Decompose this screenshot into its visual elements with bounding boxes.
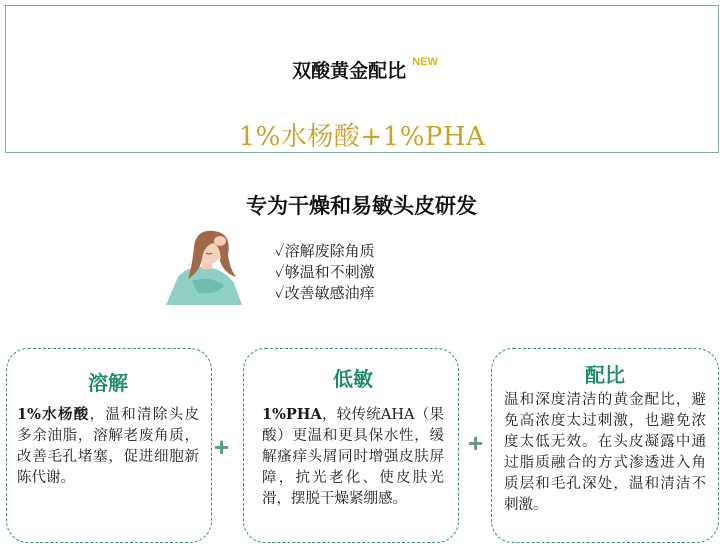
banner-title (6, 56, 718, 83)
page-subtitle: 专为干燥和易敏头皮研发 (246, 193, 477, 218)
feature-item: ✓够温和不刺激 (275, 263, 375, 281)
card-text: ，温和清除头皮多余油脂，溶解老废角质，改善毛孔堵塞，促进细胞新陈代谢。 (17, 407, 199, 486)
feature-item: ✓改善敏感油痒 (275, 284, 375, 302)
new-badge: NEW (412, 56, 438, 68)
card-low-sensitivity (243, 348, 459, 543)
card-lead: 1%PHA (262, 406, 322, 423)
hero-banner (5, 5, 719, 153)
banner-title-text: 双酸黄金配比 (292, 60, 407, 82)
card-body (17, 404, 199, 489)
card-title: 配比 (585, 363, 625, 387)
woman-illustration (158, 225, 256, 305)
feature-list (275, 241, 375, 304)
formula-text: 1%水杨酸+1%PHA (238, 122, 486, 152)
card-text: ，较传统AHA（果酸）更温和更具保水性，缓解瘙痒头屑同时增强皮肤屏障，抗光老化、使皮肤光滑，摆脱干燥紧绷感。 (262, 407, 444, 507)
plus-sign: + (214, 432, 230, 462)
card-ratio (491, 348, 719, 543)
plus-sign: + (468, 428, 484, 458)
card-title: 溶解 (88, 371, 128, 395)
card-lead: 1%水杨酸 (17, 406, 90, 423)
feature-item: ✓溶解废除角质 (275, 242, 375, 260)
card-text: 温和深度清洁的黄金配比，避免高浓度太过刺激，也避免浓度太低无效。在头皮凝露中通过脂质融合的方式渗透进入角质层和毛孔深处，温和清洁不刺激。 (504, 392, 706, 513)
card-body (504, 390, 706, 516)
card-dissolve (6, 348, 212, 543)
card-body (262, 404, 444, 510)
card-title: 低敏 (333, 367, 373, 391)
